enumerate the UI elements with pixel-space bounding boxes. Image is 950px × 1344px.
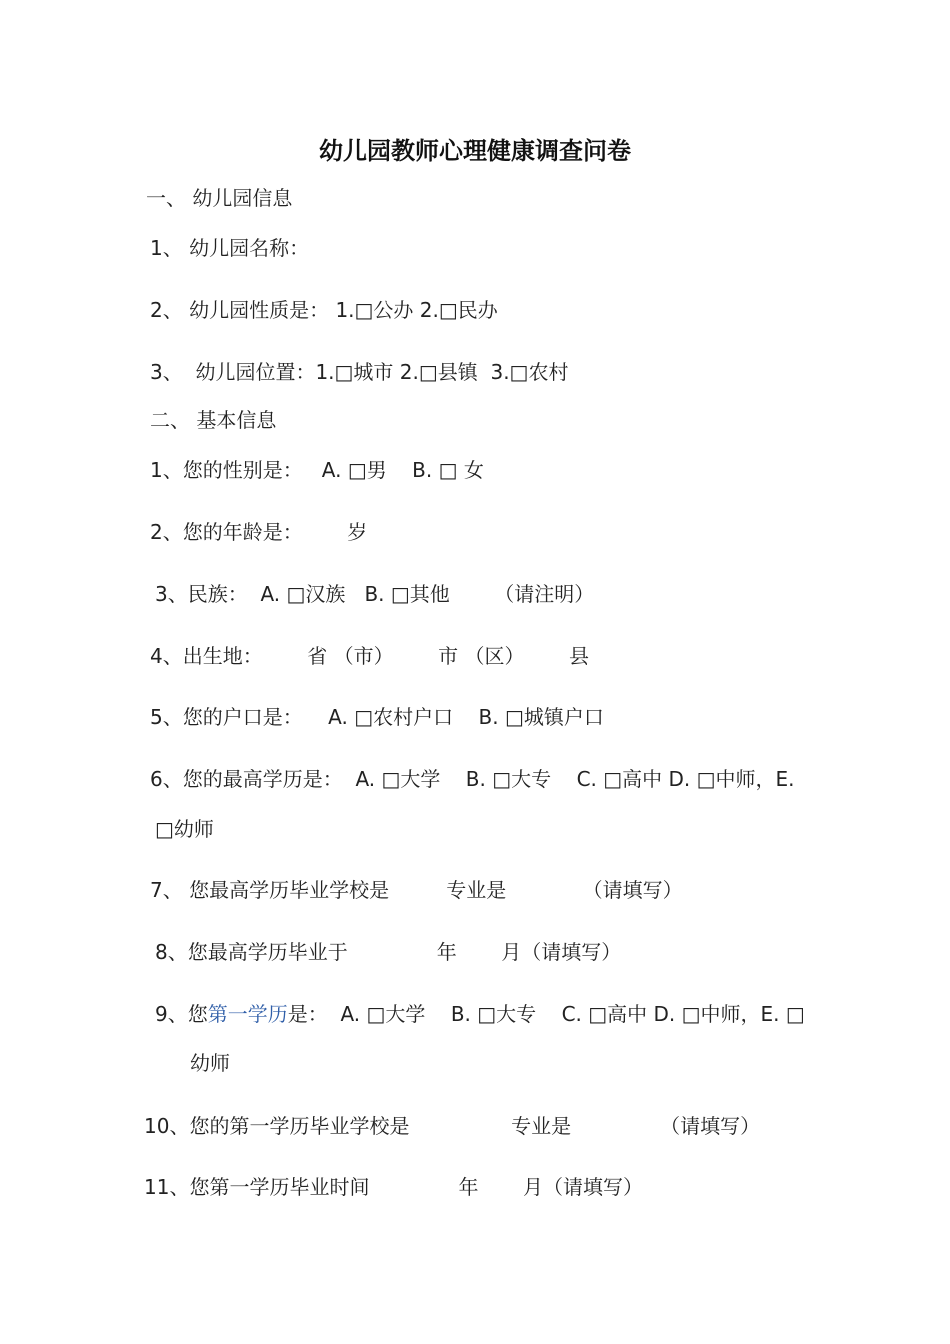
question-age: 2、您的年龄是： 岁 bbox=[150, 520, 368, 544]
question-highest-education: 6、您的最高学历是： A. □大学 B. □大专 C. □高中 D. □中师，E. bbox=[150, 767, 795, 791]
section-heading-basic-info: 二、 基本信息 bbox=[150, 408, 277, 432]
question-highest-education-cont: □幼师 bbox=[155, 817, 214, 841]
question-gender: 1、您的性别是： A. □男 B. □ 女 bbox=[150, 458, 484, 482]
question-first-education bbox=[155, 1002, 805, 1026]
question-kindergarten-location: 3、 幼儿园位置：1.□城市 2.□县镇 3.□农村 bbox=[150, 360, 569, 384]
question-household-registration: 5、您的户口是： A. □农村户口 B. □城镇户口 bbox=[150, 705, 604, 729]
question-first-education-school: 10、您的第一学历毕业学校是 专业是 （请填写） bbox=[144, 1114, 761, 1138]
question-highest-education-school: 7、 您最高学历毕业学校是 专业是 （请填写） bbox=[150, 878, 683, 902]
question-kindergarten-type: 2、 幼儿园性质是： 1.□公办 2.□民办 bbox=[150, 298, 498, 322]
question-ethnicity: 3、民族： A. □汉族 B. □其他 （请注明） bbox=[155, 582, 595, 606]
section-heading-kindergarten-info: 一、 幼儿园信息 bbox=[146, 186, 293, 210]
question-first-education-options: 是： A. □大学 B. □大专 C. □高中 D. □中师，E. □ bbox=[287, 1002, 805, 1026]
first-education-link[interactable]: 第一学历 bbox=[207, 1002, 288, 1026]
question-first-education-cont: 幼师 bbox=[190, 1051, 230, 1075]
question-highest-education-graduation: 8、您最高学历毕业于 年 月（请填写） bbox=[155, 940, 622, 964]
question-first-education-graduation: 11、您第一学历毕业时间 年 月（请填写） bbox=[144, 1175, 643, 1199]
question-birthplace: 4、出生地： 省 （市） 市 （区） 县 bbox=[150, 644, 589, 668]
question-first-education-prefix: 9、您 bbox=[155, 1002, 208, 1026]
question-kindergarten-name: 1、 幼儿园名称： bbox=[150, 236, 310, 260]
page-title: 幼儿园教师心理健康调查问卷 bbox=[319, 136, 631, 165]
